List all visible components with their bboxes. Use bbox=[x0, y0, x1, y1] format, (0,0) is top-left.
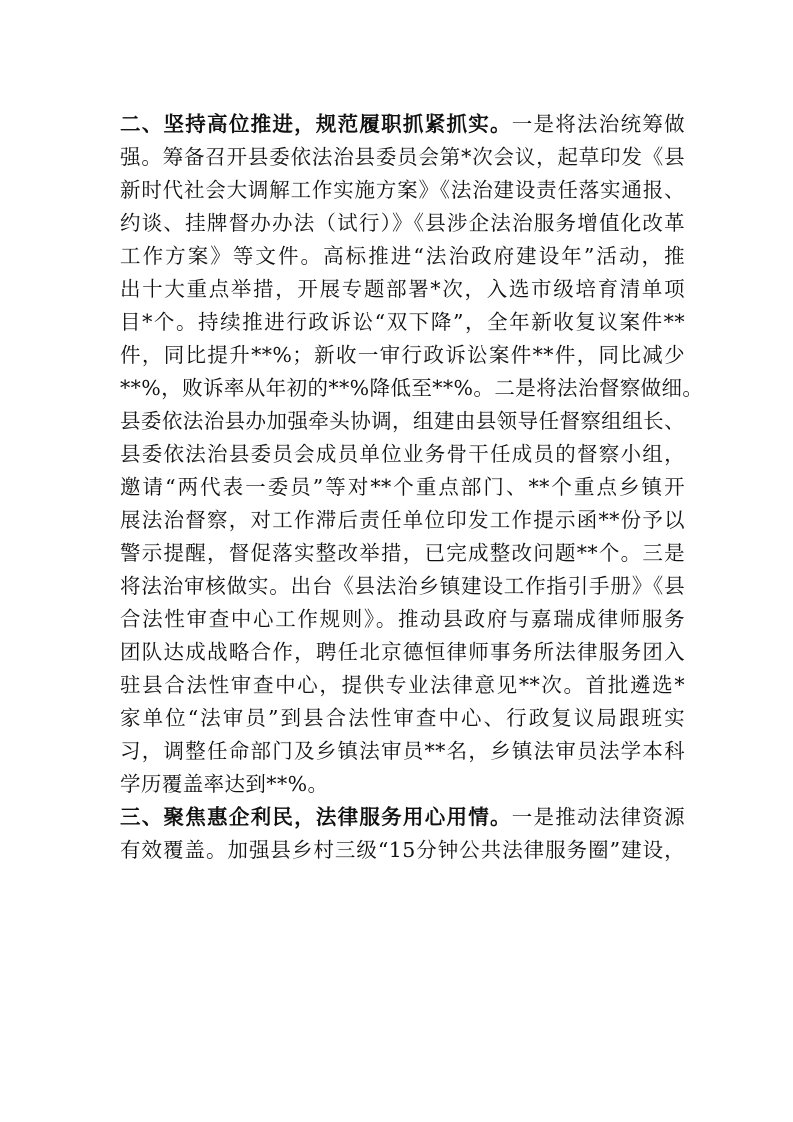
section2-line-12: 邀请“两代表一委员”等对**个重点部门、**个重点乡镇开 bbox=[120, 475, 685, 499]
section2-heading: 二、坚持高位推进，规范履职抓紧抓实。 bbox=[120, 112, 512, 136]
section2-line-14: 警示提醒，督促落实整改举措，已完成整改问题**个。三是 bbox=[120, 541, 685, 565]
section3-text-1: 一是推动法律资源 bbox=[511, 805, 685, 829]
section2-line-4: 约谈、挂牌督办办法（试行）》《县涉企法治服务增值化改革 bbox=[120, 211, 685, 235]
section2-line-3: 新时代社会大调解工作实施方案》《法治建设责任落实通报、 bbox=[120, 178, 685, 202]
section2-line-21: 学历覆盖率达到**%。 bbox=[120, 772, 329, 796]
section2-line-1 bbox=[120, 110, 685, 138]
section2-line-19: 家单位“法审员”到县合法性审查中心、行政复议局跟班实 bbox=[120, 706, 685, 730]
section2-line-5: 工作方案》等文件。高标推进“法治政府建设年”活动，推 bbox=[120, 244, 685, 268]
section2-line-17: 团队达成战略合作，聘任北京德恒律师事务所法律服务团入 bbox=[120, 640, 685, 664]
section2-line-15: 将法治审核做实。出台《县法治乡镇建设工作指引手册》《县 bbox=[120, 574, 685, 598]
section3-line-1 bbox=[120, 803, 685, 831]
section2-line-7: 目*个。持续推进行政诉讼“双下降”，全年新收复议案件** bbox=[120, 310, 685, 334]
section3-heading: 三、聚焦惠企利民，法律服务用心用情。 bbox=[120, 805, 512, 829]
section2-line-8: 件，同比提升**%；新收一审行政诉讼案件**件，同比减少 bbox=[120, 343, 685, 367]
section2-line-10: 县委依法治县办加强牵头协调，组建由县领导任督察组组长、 bbox=[120, 409, 685, 433]
section2-line-2: 强。筹备召开县委依法治县委员会第*次会议，起草印发《县 bbox=[120, 145, 685, 169]
section2-line-18: 驻县合法性审查中心，提供专业法律意见**次。首批遴选* bbox=[120, 673, 685, 697]
section2-line-13: 展法治督察，对工作滞后责任单位印发工作提示函**份予以 bbox=[120, 508, 685, 532]
section2-line-11: 县委依法治县委员会成员单位业务骨干任成员的督察小组， bbox=[120, 442, 685, 466]
section2-line-16: 合法性审查中心工作规则》。推动县政府与嘉瑞成律师服务 bbox=[120, 607, 685, 631]
section2-text-1: 一是将法治统筹做 bbox=[511, 112, 685, 136]
section2-line-6: 出十大重点举措，开展专题部署*次，入选市级培育清单项 bbox=[120, 277, 685, 301]
section2-line-20: 习，调整任命部门及乡镇法审员**名，乡镇法审员法学本科 bbox=[120, 739, 685, 763]
section2-line-9: **%，败诉率从年初的**%降低至**%。二是将法治督察做细。 bbox=[120, 376, 704, 400]
section3-line-2: 有效覆盖。加强县乡村三级“15分钟公共法律服务圈”建设， bbox=[120, 838, 685, 862]
